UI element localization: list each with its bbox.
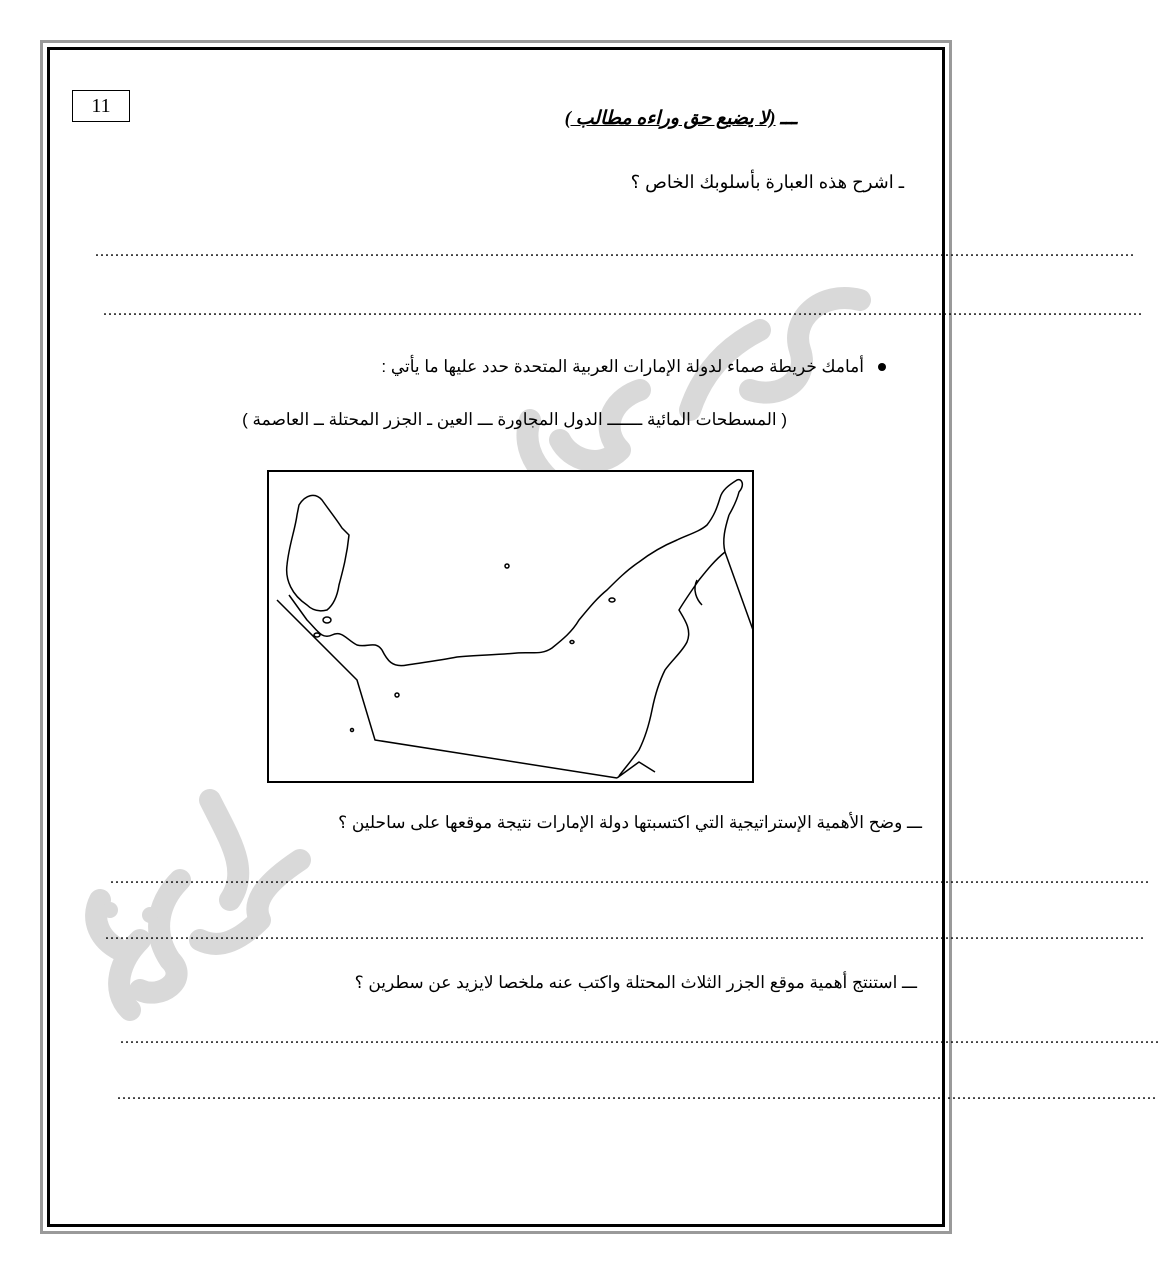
answer-line[interactable]: ................................................................................................................................................................................................................	[95, 243, 1135, 260]
heading-dash: ـــ	[780, 108, 797, 129]
bullet-icon	[878, 363, 886, 371]
page-heading	[565, 107, 797, 130]
answer-line[interactable]: ................................................................................................................................................................................................................	[103, 302, 1143, 319]
uae-blank-map[interactable]	[267, 470, 755, 784]
heading-text: (لا يضيع حق وراءه مطالب )	[564, 108, 776, 129]
answer-line[interactable]: ................................................................................................................................................................................................................	[117, 1086, 1157, 1103]
question-3: ـــ وضح الأهمية الإستراتيجية التي اكتسبتها دولة الإمارات نتيجة موقعها على ساحلين ؟	[338, 813, 922, 832]
question-1: ـ اشرح هذه العبارة بأسلوبك الخاص ؟	[630, 172, 904, 192]
question-4: ـــ استنتج أهمية موقع الجزر الثلاث المحتلة واكتب عنه ملخصا لايزيد عن سطرين ؟	[354, 973, 917, 992]
answer-line[interactable]: ................................................................................................................................................................................................................	[110, 870, 1150, 887]
page-number: 11	[72, 90, 130, 122]
answer-line[interactable]: ................................................................................................................................................................................................................	[120, 1030, 1160, 1047]
question-2-items: ( المسطحات المائية ـــــــ الدول المجاورة ـــ العين ـ الجزر المحتلة ــ العاصمة )	[242, 410, 787, 429]
question-2: أمامك خريطة صماء لدولة الإمارات العربية المتحدة حدد عليها ما يأتي :	[381, 357, 864, 376]
answer-line[interactable]: ................................................................................................................................................................................................................	[105, 926, 1145, 943]
